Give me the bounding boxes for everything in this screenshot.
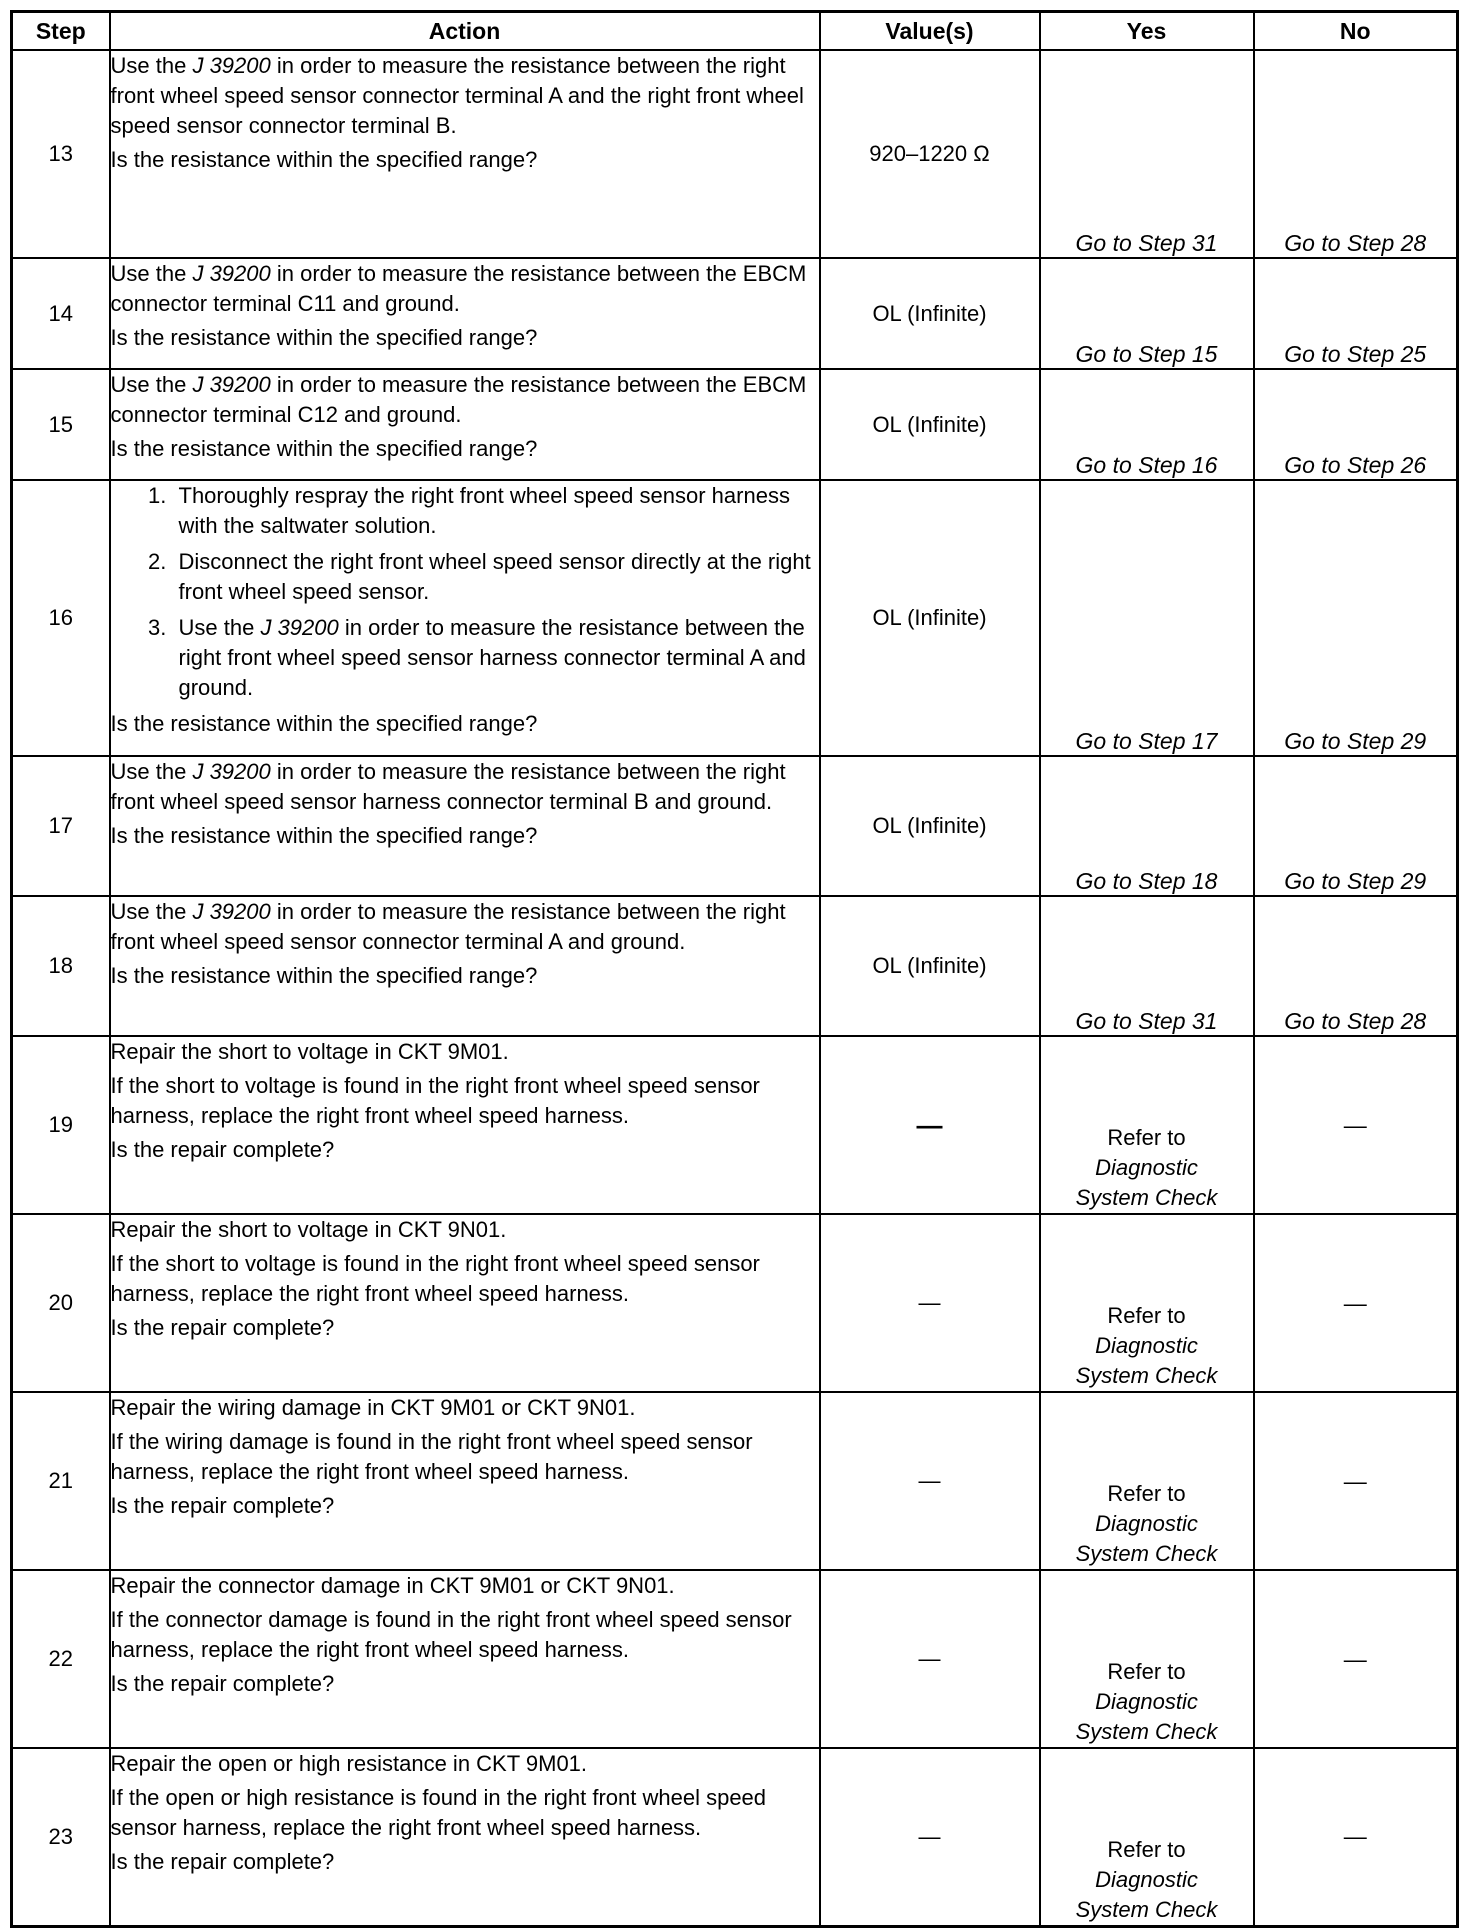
question-text: Is the resistance within the specified range? <box>110 963 538 988</box>
step-number: 20 <box>12 1214 110 1392</box>
step-number: 16 <box>12 480 110 756</box>
action-text: Repair the connector damage in CKT 9M01 or CKT 9N01. <box>110 1573 675 1598</box>
value-cell: — <box>820 1214 1040 1392</box>
action-text: If the wiring damage is found in the right front wheel speed sensor harness, replace the right front wheel speed harness. <box>110 1429 753 1484</box>
refer-label: Refer to <box>1107 1303 1186 1328</box>
yes-link[interactable]: Go to Step 15 <box>1040 258 1254 369</box>
question-text: Is the resistance within the specified range? <box>110 711 538 736</box>
table-row <box>12 1748 1458 1926</box>
action-text: If the short to voltage is found in the right front wheel speed sensor harness, replace the right front wheel speed harness. <box>110 1073 760 1128</box>
yes-refer-cell <box>1040 1214 1254 1392</box>
action-text: Use the J 39200 in order to measure the resistance between the right front wheel speed sensor connector terminal A and the right front wheel speed sensor connector terminal B. <box>110 53 804 138</box>
no-link[interactable]: Go to Step 28 <box>1254 896 1458 1036</box>
value-cell: — <box>820 1748 1040 1926</box>
value-cell: — <box>820 1392 1040 1570</box>
action-cell <box>110 369 820 480</box>
value-cell: OL (Infinite) <box>820 756 1040 896</box>
yes-link[interactable]: Go to Step 17 <box>1040 480 1254 756</box>
step-number: 13 <box>12 50 110 258</box>
yes-link[interactable]: Go to Step 16 <box>1040 369 1254 480</box>
yes-link[interactable]: Go to Step 31 <box>1040 896 1254 1036</box>
action-cell <box>110 1392 820 1570</box>
diagnostic-system-check-link[interactable]: Diagnostic System Check <box>1075 1511 1218 1566</box>
table-row <box>12 1214 1458 1392</box>
table-row <box>12 50 1458 258</box>
dash-mark: — <box>916 1109 943 1140</box>
header-row <box>12 12 1458 51</box>
question-text: Is the resistance within the specified range? <box>110 436 538 461</box>
question-text: Is the resistance within the specified range? <box>110 325 538 350</box>
value-cell: OL (Infinite) <box>820 369 1040 480</box>
question-text: Is the resistance within the specified range? <box>110 823 538 848</box>
action-text: Repair the short to voltage in CKT 9M01. <box>110 1039 509 1064</box>
no-cell: — <box>1254 1570 1458 1748</box>
action-text: Use the J 39200 in order to measure the resistance between the EBCM connector terminal C12 and ground. <box>110 372 807 427</box>
tool-name: J 39200 <box>192 759 271 784</box>
yes-link[interactable]: Go to Step 18 <box>1040 756 1254 896</box>
table-row <box>12 896 1458 1036</box>
step-number: 15 <box>12 369 110 480</box>
question-text: Is the repair complete? <box>110 1671 335 1696</box>
question-text: Is the repair complete? <box>110 1137 335 1162</box>
value-cell <box>820 1036 1040 1214</box>
header-step: Step <box>12 12 110 51</box>
header-no: No <box>1254 12 1458 51</box>
table-row <box>12 1392 1458 1570</box>
action-text: Use the J 39200 in order to measure the resistance between the EBCM connector terminal C11 and ground. <box>110 261 807 316</box>
list-item: 2. Disconnect the right front wheel speed sensor directly at the right front wheel speed sensor. <box>173 547 819 607</box>
step-number: 21 <box>12 1392 110 1570</box>
tool-name: J 39200 <box>192 261 271 286</box>
action-text: If the connector damage is found in the right front wheel speed sensor harness, replace the right front wheel speed harness. <box>110 1607 792 1662</box>
step-number: 23 <box>12 1748 110 1926</box>
no-link[interactable]: Go to Step 28 <box>1254 50 1458 258</box>
table-row <box>12 1036 1458 1214</box>
diagnostic-system-check-link[interactable]: Diagnostic System Check <box>1075 1155 1218 1210</box>
table-row <box>12 1570 1458 1748</box>
refer-label: Refer to <box>1107 1125 1186 1150</box>
list-item: 1. Thoroughly respray the right front wheel speed sensor harness with the saltwater solution. <box>173 481 819 541</box>
yes-refer-cell <box>1040 1392 1254 1570</box>
action-text: If the short to voltage is found in the right front wheel speed sensor harness, replace the right front wheel speed harness. <box>110 1251 760 1306</box>
action-cell <box>110 896 820 1036</box>
step-number: 22 <box>12 1570 110 1748</box>
action-cell <box>110 480 820 756</box>
action-text: Repair the short to voltage in CKT 9N01. <box>110 1217 507 1242</box>
value-cell: OL (Infinite) <box>820 480 1040 756</box>
tool-name: J 39200 <box>260 615 339 640</box>
action-text: Use the J 39200 in order to measure the resistance between the right front wheel speed sensor harness connector terminal B and ground. <box>110 759 786 814</box>
action-text: Repair the wiring damage in CKT 9M01 or CKT 9N01. <box>110 1395 636 1420</box>
value-cell: OL (Infinite) <box>820 258 1040 369</box>
tool-name: J 39200 <box>192 53 271 78</box>
no-cell: — <box>1254 1748 1458 1926</box>
header-values: Value(s) <box>820 12 1040 51</box>
header-yes: Yes <box>1040 12 1254 51</box>
action-text: Repair the open or high resistance in CKT 9M01. <box>110 1751 588 1776</box>
action-cell <box>110 1748 820 1926</box>
value-cell: OL (Infinite) <box>820 896 1040 1036</box>
value-cell: — <box>820 1570 1040 1748</box>
action-cell <box>110 1214 820 1392</box>
table-row <box>12 369 1458 480</box>
yes-link[interactable]: Go to Step 31 <box>1040 50 1254 258</box>
refer-label: Refer to <box>1107 1659 1186 1684</box>
no-cell: — <box>1254 1214 1458 1392</box>
value-cell: 920–1220 Ω <box>820 50 1040 258</box>
header-action: Action <box>110 12 820 51</box>
question-text: Is the repair complete? <box>110 1315 335 1340</box>
question-text: Is the repair complete? <box>110 1493 335 1518</box>
refer-label: Refer to <box>1107 1836 1186 1862</box>
action-cell <box>110 756 820 896</box>
table-row <box>12 480 1458 756</box>
action-text: If the open or high resistance is found in the right front wheel speed sensor harness, replace the right front wheel speed harness. <box>110 1785 767 1840</box>
table-row <box>12 756 1458 896</box>
action-cell <box>110 258 820 369</box>
no-cell: — <box>1254 1392 1458 1570</box>
diagnostic-system-check-link[interactable]: Diagnostic System Check <box>1075 1333 1218 1388</box>
action-cell <box>110 1570 820 1748</box>
yes-refer-cell <box>1040 1748 1254 1926</box>
diagnostic-steps-table <box>10 10 1459 1928</box>
step-number: 19 <box>12 1036 110 1214</box>
question-text: Is the repair complete? <box>110 1849 335 1874</box>
yes-refer-cell <box>1040 1036 1254 1214</box>
table-row <box>12 258 1458 369</box>
action-text: Use the J 39200 in order to measure the resistance between the right front wheel speed sensor connector terminal A and ground. <box>110 899 786 954</box>
action-cell <box>110 50 820 258</box>
numbered-list <box>111 481 819 703</box>
no-link[interactable]: Go to Step 29 <box>1254 480 1458 756</box>
action-cell <box>110 1036 820 1214</box>
no-link[interactable]: Go to Step 26 <box>1254 369 1458 480</box>
step-number: 18 <box>12 896 110 1036</box>
tool-name: J 39200 <box>192 899 271 924</box>
no-cell: — <box>1254 1036 1458 1214</box>
step-number: 14 <box>12 258 110 369</box>
no-link[interactable]: Go to Step 29 <box>1254 756 1458 896</box>
refer-label: Refer to <box>1107 1481 1186 1506</box>
no-link[interactable]: Go to Step 25 <box>1254 258 1458 369</box>
yes-refer-cell <box>1040 1570 1254 1748</box>
list-item: 3. Use the J 39200 in order to measure the resistance between the right front wheel speed sensor harness connector terminal A and ground. <box>173 613 819 703</box>
question-text: Is the resistance within the specified range? <box>110 147 538 172</box>
diagnostic-system-check-link[interactable]: Diagnostic System Check <box>1075 1689 1218 1744</box>
tool-name: J 39200 <box>192 372 271 397</box>
diagnostic-system-check-link[interactable]: Diagnostic System Check <box>1075 1866 1218 1922</box>
step-number: 17 <box>12 756 110 896</box>
